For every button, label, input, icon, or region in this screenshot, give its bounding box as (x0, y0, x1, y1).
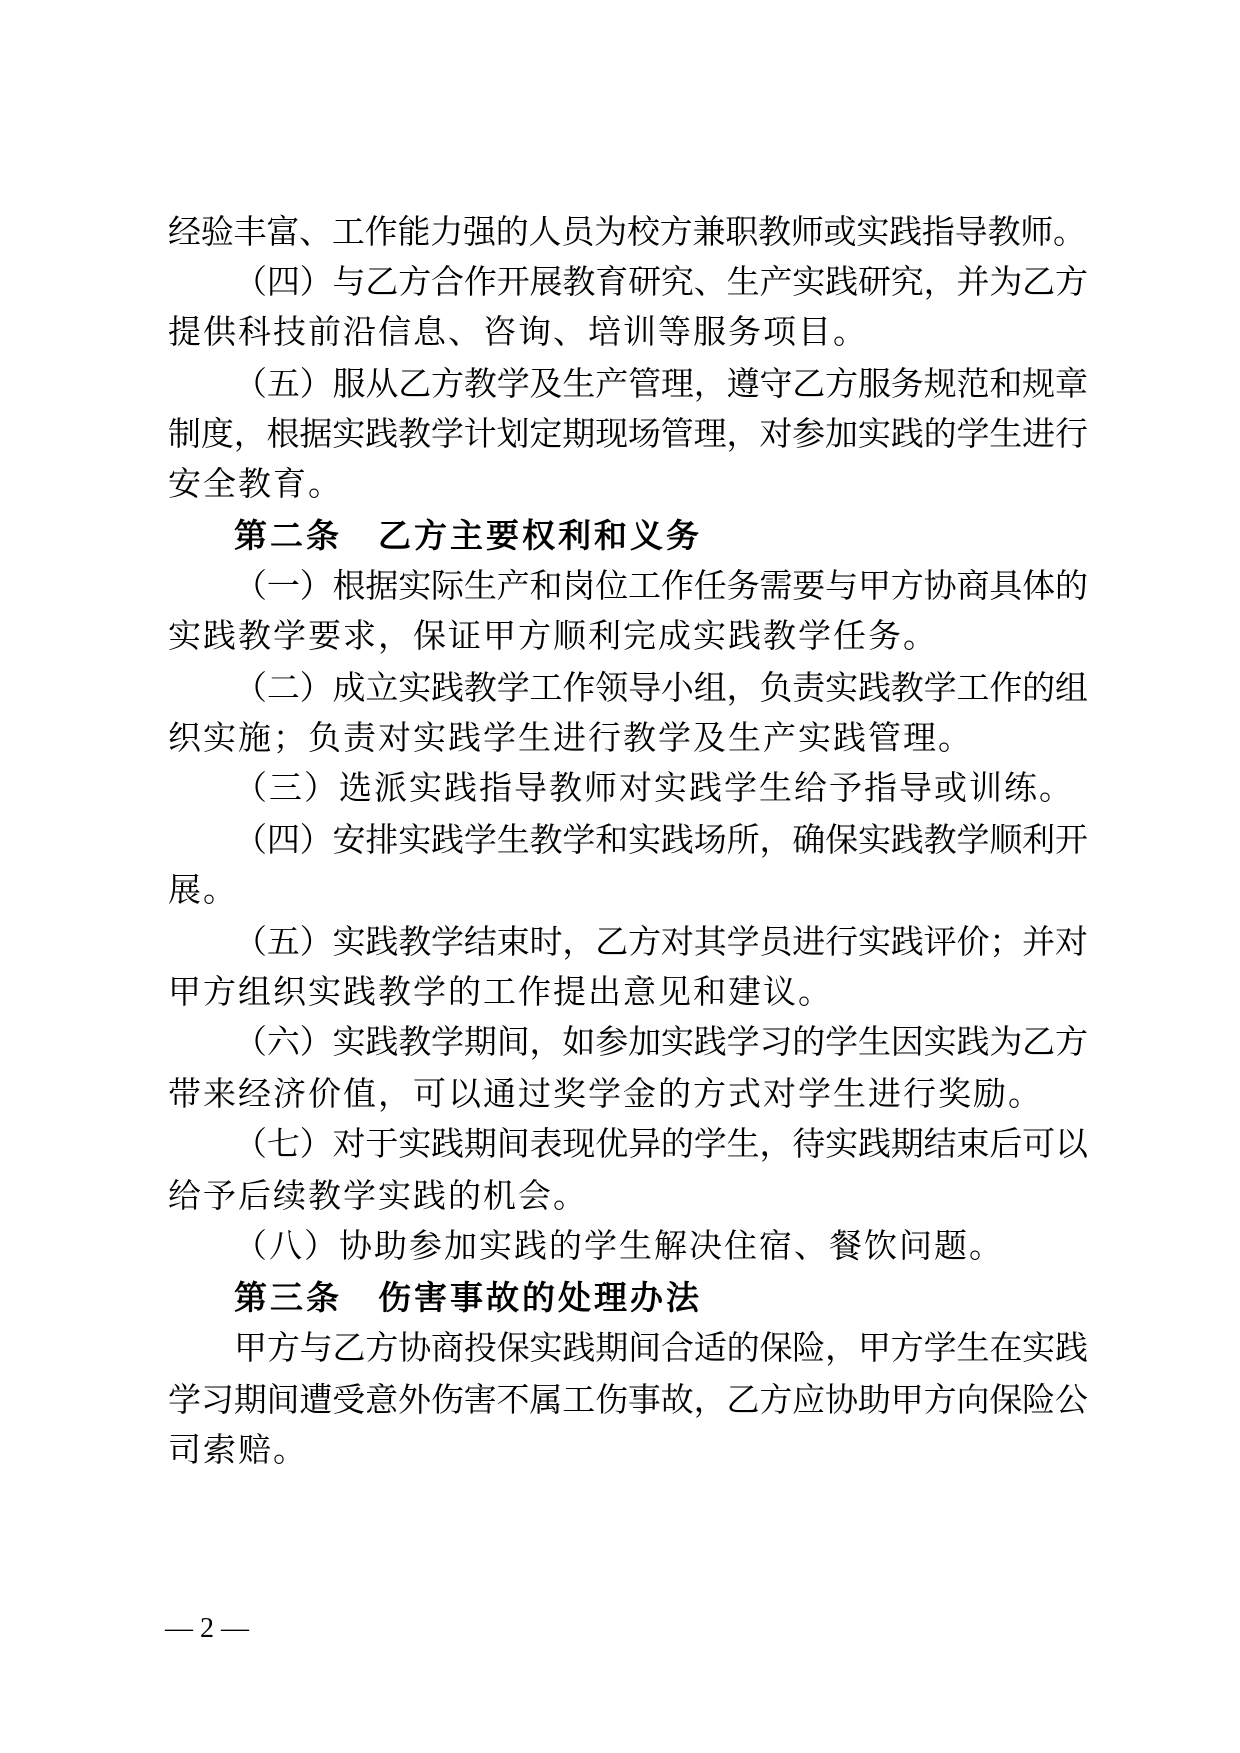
body-line: （二）成立实践教学工作领导小组，负责实践教学工作的组 (234, 668, 1088, 707)
body-line: 带来经济价值，可以通过奖学金的方式对学生进行奖励。 (168, 1074, 1043, 1113)
body-line: 安全教育。 (168, 464, 343, 503)
body-line: 展。 (168, 870, 238, 909)
body-line: （五）服从乙方教学及生产管理，遵守乙方服务规范和规章 (234, 364, 1088, 403)
body-line: 学习期间遭受意外伤害不属工伤事故，乙方应协助甲方向保险公 (168, 1380, 1088, 1419)
body-line: 司索赔。 (168, 1430, 308, 1469)
body-line: （五）实践教学结束时，乙方对其学员进行实践评价；并对 (234, 922, 1088, 961)
body-line: 经验丰富、工作能力强的人员为校方兼职教师或实践指导教师。 (168, 212, 1086, 251)
body-line: 甲方与乙方协商投保实践期间合适的保险，甲方学生在实践 (234, 1328, 1088, 1367)
body-line: 甲方组织实践教学的工作提出意见和建议。 (168, 972, 833, 1011)
section-heading: 第二条 乙方主要权利和义务 (234, 516, 702, 555)
body-line: （四）安排实践学生教学和实践场所，确保实践教学顺利开 (234, 820, 1088, 859)
body-line: 给予后续教学实践的机会。 (168, 1176, 588, 1215)
body-line: （一）根据实际生产和岗位工作任务需要与甲方协商具体的 (234, 566, 1088, 605)
body-line: 制度，根据实践教学计划定期现场管理，对参加实践的学生进行 (168, 414, 1088, 453)
body-line: （六）实践教学期间，如参加实践学习的学生因实践为乙方 (234, 1022, 1088, 1061)
body-line: （八）协助参加实践的学生解决住宿、餐饮问题。 (234, 1226, 1004, 1265)
body-line: 织实施；负责对实践学生进行教学及生产实践管理。 (168, 718, 973, 757)
page-number: — 2 — (165, 1613, 249, 1644)
body-line: （七）对于实践期间表现优异的学生，待实践期结束后可以 (234, 1124, 1088, 1163)
body-line: 提供科技前沿信息、咨询、培训等服务项目。 (168, 312, 868, 351)
section-heading: 第三条 伤害事故的处理办法 (234, 1278, 702, 1317)
body-line: 实践教学要求，保证甲方顺利完成实践教学任务。 (168, 616, 938, 655)
body-line: （四）与乙方合作开展教育研究、生产实践研究，并为乙方 (234, 262, 1088, 301)
body-line: （三）选派实践指导教师对实践学生给予指导或训练。 (234, 768, 1074, 807)
